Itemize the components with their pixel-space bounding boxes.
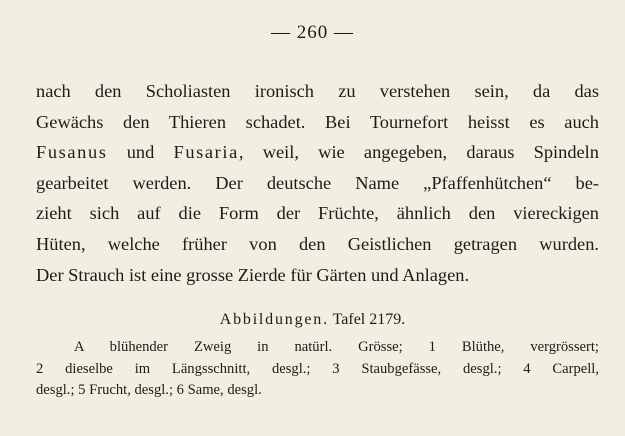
caption-line: desgl.; 5 Frucht, desgl.; 6 Same, desgl.: [36, 382, 262, 398]
emphasized-term: Fusaria: [173, 142, 239, 163]
body-paragraph: [36, 76, 599, 290]
body-line: Der Strauch ist eine grosse Zierde für Gärten und Anlagen.: [36, 264, 470, 285]
body-line: Hüten, welche früher von den Geistlichen getragen wurden.: [36, 233, 599, 254]
caption-text: [36, 337, 599, 402]
body-line: zieht sich auf die Form der Früchte, ähnlich den viereckigen: [36, 203, 599, 224]
body-line: [36, 137, 599, 168]
body-line: gearbeitet werden. Der deutsche Name „Pfaffenhütchen“ be-: [36, 172, 599, 193]
caption-heading-plate: Tafel 2179.: [332, 311, 406, 328]
emphasized-term: Fusanus: [36, 142, 108, 163]
caption-line: 2 dieselbe im Längsschnitt, desgl.; 3 Staubgefässe, desgl.; 4 Carpell,: [36, 360, 599, 377]
page-number: — 260 —: [271, 22, 354, 43]
caption-heading-label: Abbildungen.: [219, 311, 329, 328]
body-text: , weil, wie angegeben, daraus Spindeln: [238, 142, 599, 163]
body-line: Gewächs den Thieren schadet. Bei Tournefort heisst es auch: [36, 111, 599, 132]
body-line: nach den Scholiasten ironisch zu verstehen sein, da das: [36, 81, 599, 101]
caption-line: A blühender Zweig in natürl. Grösse; 1 Blüthe, vergrössert;: [74, 339, 599, 355]
body-text: und: [126, 142, 155, 163]
caption-heading: [0, 311, 625, 329]
